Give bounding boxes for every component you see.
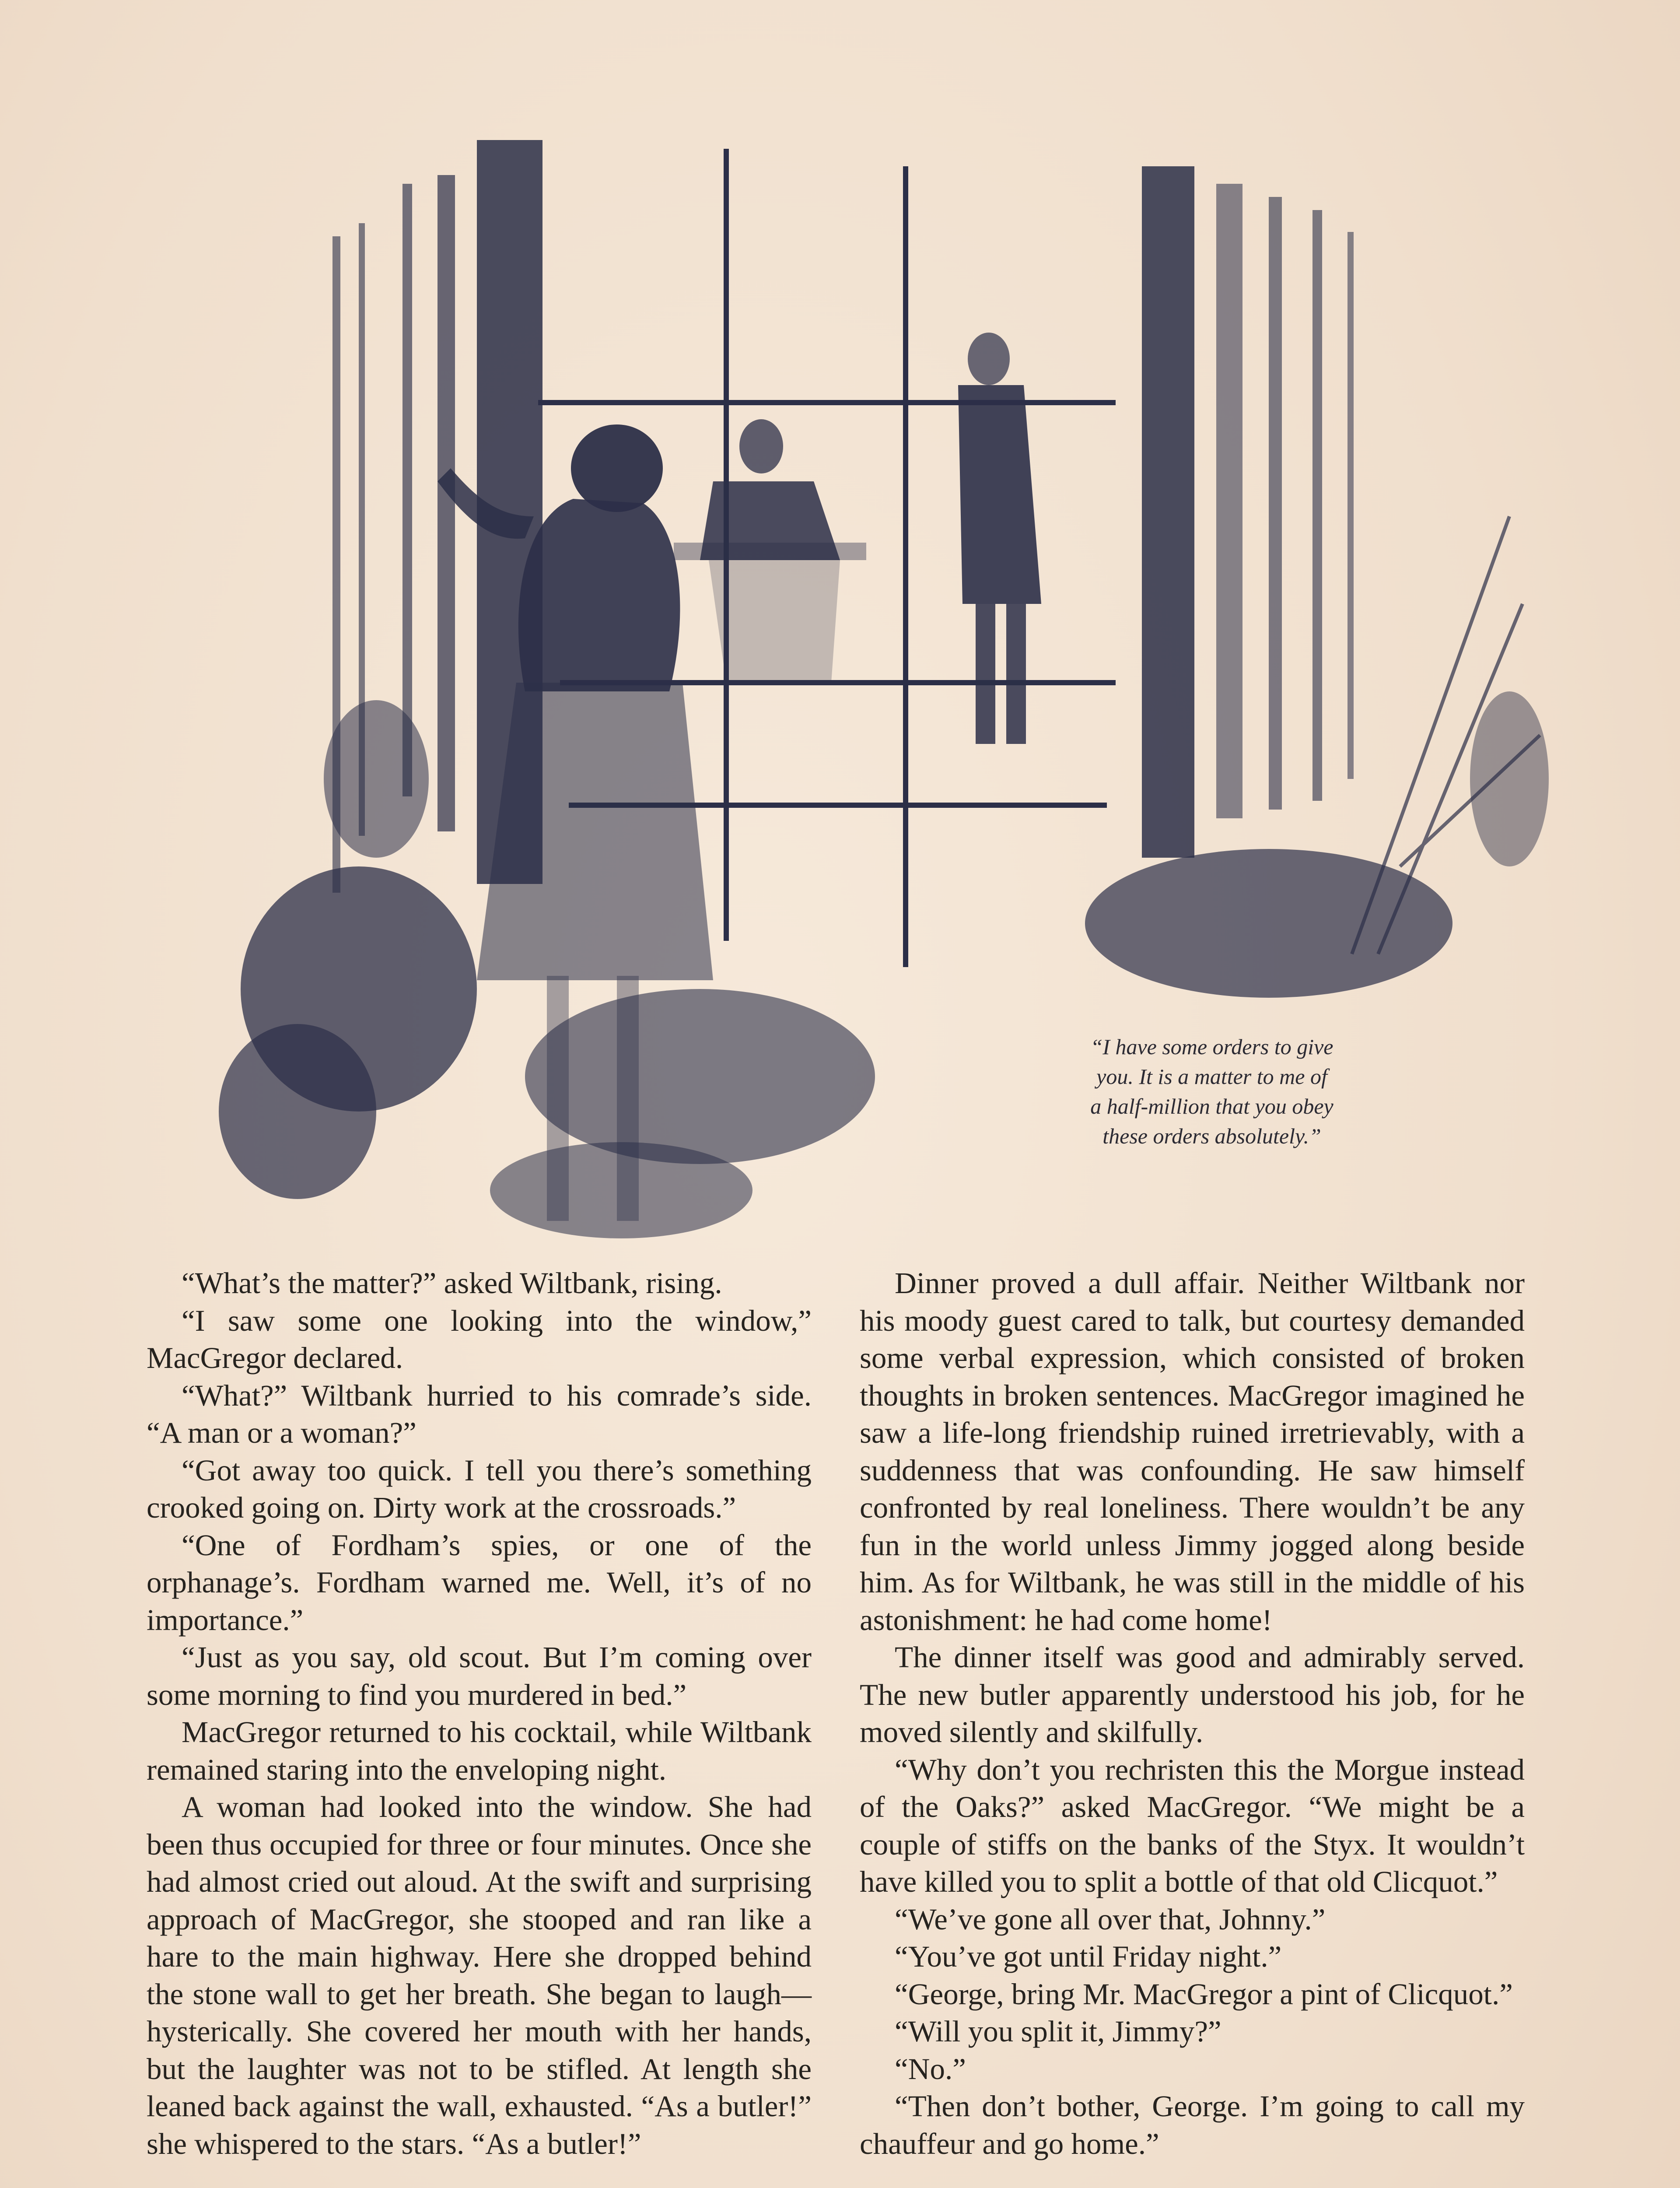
caption-line: a half-million that you obey (1090, 1094, 1334, 1119)
paragraph: “Just as you say, old scout. But I’m coming over some morning to find you murdered in bed.” (147, 1641, 812, 1711)
paragraph: “George, bring Mr. MacGregor a pint of Clicquot.” (895, 1977, 1513, 2011)
paragraph: “Will you split it, Jimmy?” (895, 2015, 1222, 2048)
right-pillar (1142, 166, 1354, 858)
paragraph: “Then don’t bother, George. I’m going to call my chauffeur and go home.” (860, 2090, 1525, 2160)
paragraph: MacGregor returned to his cocktail, while Wiltbank remained staring into the enveloping night. (147, 1715, 812, 1786)
illustration-caption (980, 1032, 1444, 1151)
paragraph: Dinner proved a dull affair. Neither Wiltbank nor his moody guest cared to talk, but courtesy demanded some verbal expression, which consisted of broken thoughts in broken sentences. MacGregor imagined he saw a life-long friendship ruined irretrievably, with a suddenness that was confounding. He saw himself confronted by real loneliness. There wouldn’t be any fun in the world unless Jimmy jogged along beside him. As for Wiltbank, he was still in the middle of his astonishment: he had come home! (860, 1266, 1525, 1637)
paragraph: “You’ve got until Friday night.” (895, 1940, 1282, 1973)
paragraph: “We’ve gone all over that, Johnny.” (895, 1902, 1326, 1936)
paragraph: “One of Fordham’s spies, or one of the orphanage’s. Fordham warned me. Well, it’s of no importance.” (147, 1528, 812, 1637)
paragraph: The dinner itself was good and admirably served. The new butler apparently understood his job, for he moved silently and skilfully. (860, 1641, 1525, 1749)
paragraph: “No.” (895, 2052, 966, 2086)
seated-man-figure (674, 419, 866, 683)
paragraph: “What?” Wiltbank hurried to his comrade’s side. “A man or a woman?” (147, 1378, 812, 1449)
paragraph: “What’s the matter?” asked Wiltbank, rising. (182, 1266, 722, 1300)
paragraph: “Why don’t you rechristen this the Morgue instead of the Oaks?” asked MacGregor. “We might be a couple of stiffs on the banks of the Styx. It wouldn’t have killed you to split a bottle of that old Clicquot.” (860, 1753, 1525, 1898)
paragraph: “I saw some one looking into the window,” MacGregor declared. (147, 1304, 812, 1375)
caption-line: “I have some orders to give (1090, 1034, 1334, 1059)
right-column (860, 1265, 1525, 2163)
paragraph: A woman had looked into the window. She had been thus occupied for three or four minutes. Once she had almost cried out aloud. At the swift and surprising approach of MacGregor, she stooped and ran like a hare to the main highway. Here she dropped behind the stone wall to get her breath. She began to laugh—hysterically. She covered her mouth with her hands, but the laughter was not to be stifled. At length she leaned back against the wall, exhausted. “As a butler!” she whispered to the stars. “As a butler!” (147, 1790, 812, 2160)
paragraph: “Got away too quick. I tell you there’s something crooked going on. Dirty work at the crossroads.” (147, 1453, 812, 1524)
caption-line: you. It is a matter to me of (1096, 1064, 1327, 1089)
caption-line: these orders absolutely.” (1102, 1124, 1321, 1148)
left-column (147, 1265, 812, 2163)
